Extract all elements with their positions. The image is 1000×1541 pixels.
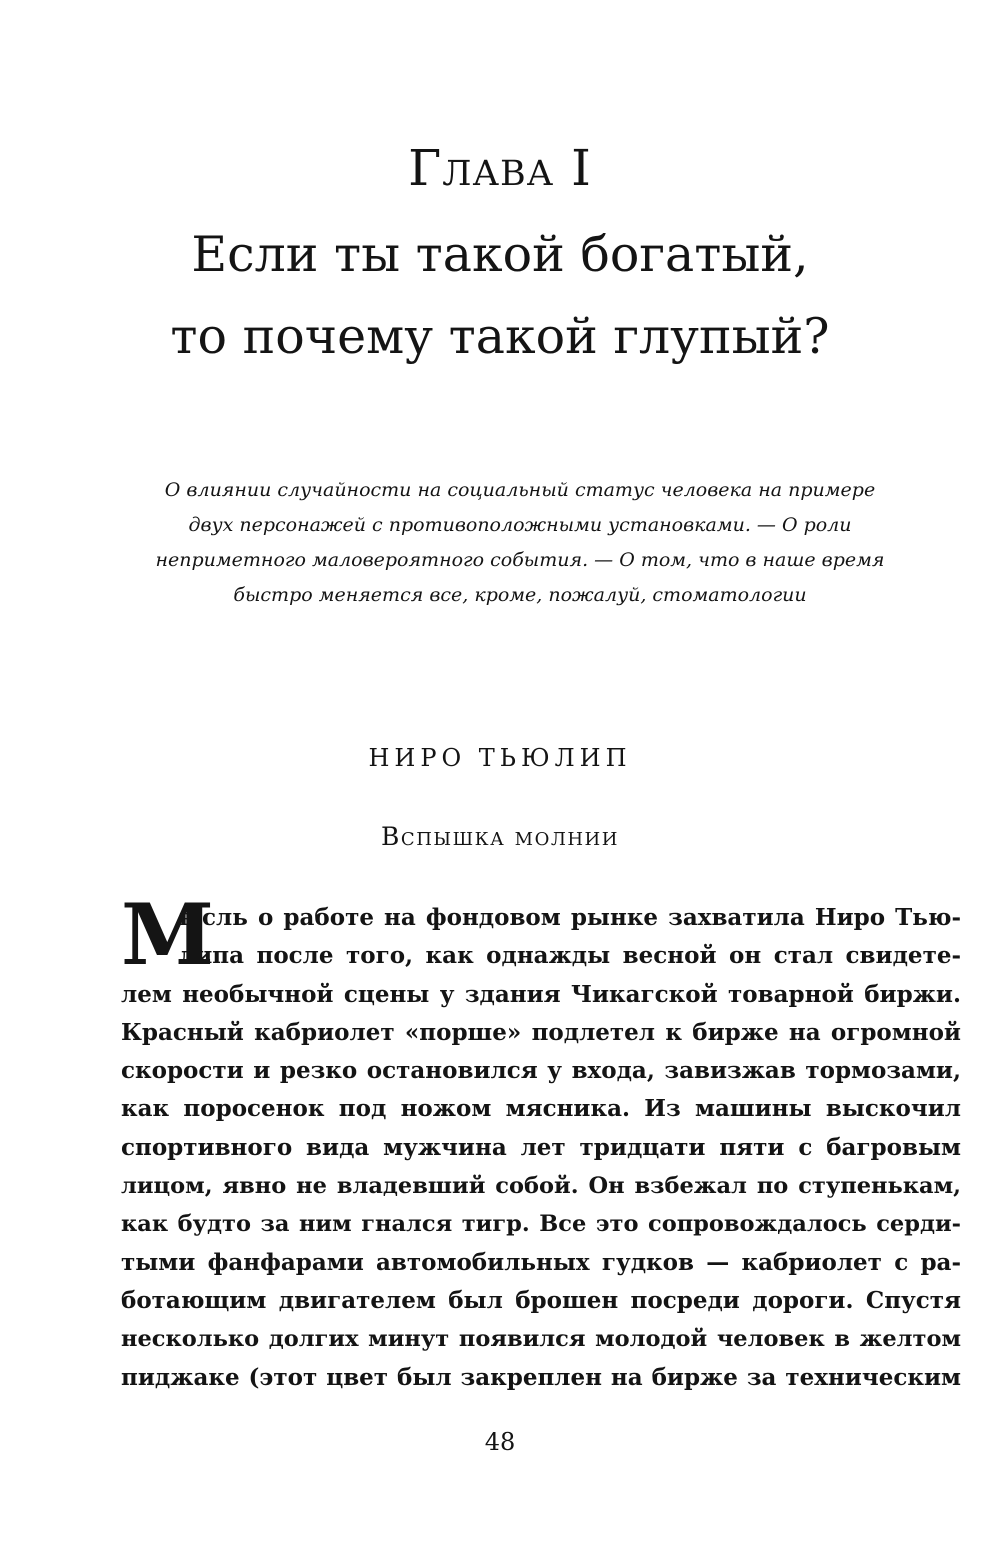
chapter-title: [0, 214, 1000, 378]
body-line: тыми фанфарами автомобильных гудков — кабриолет с ра-: [121, 1248, 961, 1276]
section-title: НИРО ТЬЮЛИП: [368, 744, 632, 772]
body-line: лицом, явно не владевший собой. Он взбежал по ступенькам,: [121, 1173, 961, 1200]
body-line: лем необычной сцены у здания Чикагской товарной биржи.: [121, 980, 961, 1008]
body-line: скорости и резко остановился у входа, завизжав тормозами,: [121, 1057, 961, 1085]
page-number: 48: [484, 1428, 516, 1456]
body-line: липа после того, как однажды весной он стал свидете-: [179, 942, 961, 970]
body-line: несколько долгих минут появился молодой человек в желтом: [121, 1326, 961, 1353]
epigraph-line: О влиянии случайности на социальный статус человека на примере: [164, 479, 876, 501]
body-line: Красный кабриолет «порше» подлетел к бирже на огромной: [121, 1018, 961, 1046]
drop-cap: М: [121, 885, 214, 984]
epigraph-line: быстро меняется все, кроме, пожалуй, стоматологии: [233, 584, 807, 606]
subsection-title: Вспышка молнии: [381, 822, 619, 851]
body-line: ботающим двигателем был брошен посреди дороги. Спустя: [121, 1286, 961, 1314]
epigraph-line: двух персонажей с противоположными установками. — О роли: [188, 514, 852, 536]
body-line: как будто за ним гнался тигр. Все это сопровождалось серди-: [121, 1211, 961, 1238]
body-line: ысль о работе на фондовом рынке захватила Ниро Тью-: [179, 904, 961, 931]
chapter-title-line: то почему такой глупый?: [170, 308, 830, 365]
body-paragraph: [121, 885, 961, 1397]
chapter-label: Глава I: [408, 139, 592, 197]
body-line: пиджаке (этот цвет был закреплен на бирже за техническим: [121, 1363, 961, 1391]
epigraph-line: неприметного маловероятного события. — О том, что в наше время: [155, 549, 885, 571]
chapter-title-line: Если ты такой богатый,: [191, 226, 809, 283]
body-line: как поросенок под ножом мясника. Из машины выскочил: [121, 1095, 961, 1123]
body-line: спортивного вида мужчина лет тридцати пяти с багровым: [121, 1133, 961, 1161]
chapter-epigraph: [120, 473, 920, 613]
